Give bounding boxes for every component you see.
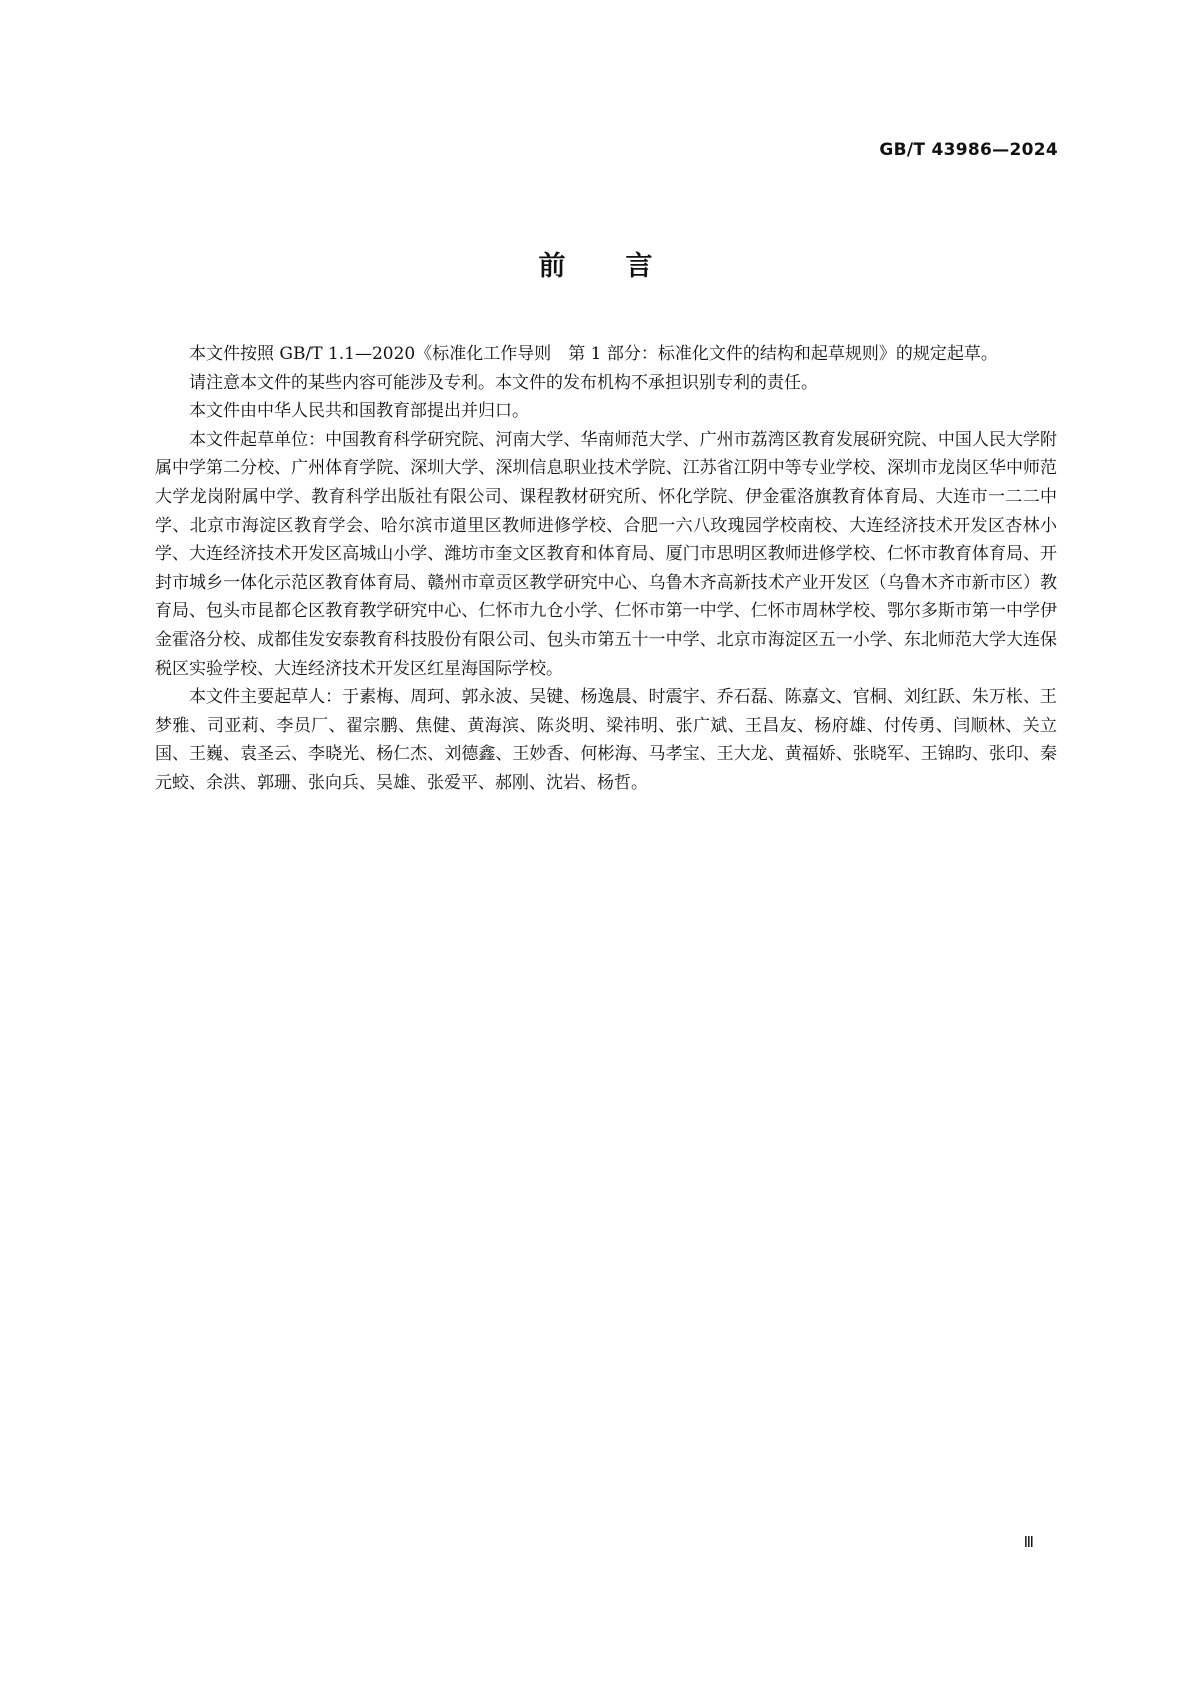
page-title: 前言 [538, 251, 713, 282]
paragraph-drafting-units: 本文件起草单位：中国教育科学研究院、河南大学、华南师范大学、广州市荔湾区教育发展研究院、中国人民大学附属中学第二分校、广州体育学院、深圳大学、深圳信息职业技术学院、江苏省江阴中等专业学校、深圳市龙岗区华中师范大学龙岗附属中学、教育科学出版社有限公司、课程教材研究所、怀化学院、伊金霍洛旗教育体育局、大连市一二二中学、北京市海淀区教育学会、哈尔滨市道里区教师进修学校、合肥一六八玫瑰园学校南校、大连经济技术开发区杏林小学、大连经济技术开发区高城山小学、潍坊市奎文区教育和体育局、厦门市思明区教师进修学校、仁怀市教育体育局、开封市城乡一体化示范区教育体育局、赣州市章贡区教学研究中心、乌鲁木齐高新技术产业开发区（乌鲁木齐市新市区）教育局、包头市昆都仑区教育教学研究中心、仁怀市九仓小学、仁怀市第一中学、仁怀市周林学校、鄂尔多斯市第一中学伊金霍洛分校、成都佳发安泰教育科技股份有限公司、包头市第五十一中学、北京市海淀区五一小学、东北师范大学大连保税区实验学校、大连经济技术开发区红星海国际学校。 [155, 429, 1057, 679]
paragraph-patent-notice: 请注意本文件的某些内容可能涉及专利。本文件的发布机构不承担识别专利的责任。 [189, 372, 818, 393]
foreword-body [155, 340, 1057, 798]
paragraph-drafters: 本文件主要起草人：于素梅、周珂、郭永波、吴键、杨逸晨、时震宇、乔石磊、陈嘉文、官桐、刘红跃、朱万枨、王梦雅、司亚莉、李员厂、翟宗鹏、焦健、黄海滨、陈炎明、梁祎明、张广斌、王昌友、杨府雄、付传勇、闫顺林、关立国、王巍、袁圣云、李晓光、杨仁杰、刘德鑫、王妙香、何彬海、马孝宝、王大龙、黄福娇、张晓军、王锦昀、张印、秦元蛟、余洪、郭珊、张向兵、吴雄、张爱平、郝刚、沈岩、杨哲。 [155, 687, 1057, 793]
page-number: Ⅲ [1023, 1533, 1034, 1551]
paragraph-drafting-rules: 本文件按照 GB/T 1.1—2020《标准化工作导则 第 1 部分：标准化文件的结构和起草规则》的规定起草。 [189, 344, 998, 364]
document-code: GB/T 43986—2024 [879, 140, 1058, 160]
paragraph-proposer: 本文件由中华人民共和国教育部提出并归口。 [189, 401, 529, 422]
